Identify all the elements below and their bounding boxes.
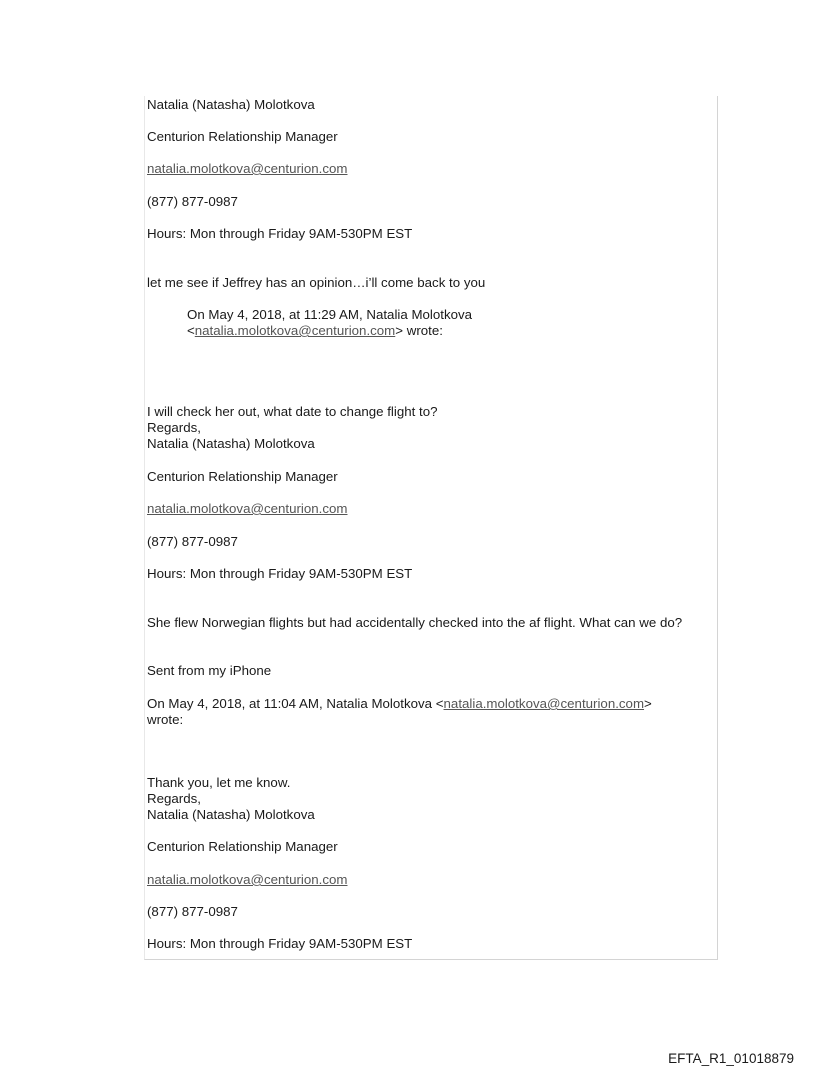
sent-from: Sent from my iPhone — [147, 663, 272, 678]
quote-header-prefix: On May 4, 2018, at 11:04 AM, Natalia Molotkova — [147, 696, 433, 711]
quote-wrote: wrote: — [147, 712, 184, 727]
message-body: Thank you, let me know. — [147, 775, 291, 790]
regards: Regards, — [147, 420, 201, 435]
quote-header: On May 4, 2018, at 11:29 AM, Natalia Molotkova — [187, 307, 473, 322]
signature-hours: Hours: Mon through Friday 9AM-530PM EST — [147, 226, 413, 241]
signature-name: Natalia (Natasha) Molotkova — [147, 807, 315, 822]
message-body: I will check her out, what date to change flight to? — [147, 404, 438, 419]
signature-email-link[interactable]: natalia.molotkova@centurion.com — [147, 161, 348, 176]
signature-phone: (877) 877-0987 — [147, 194, 238, 209]
signature-title: Centurion Relationship Manager — [147, 469, 338, 484]
signature-name: Natalia (Natasha) Molotkova — [147, 436, 315, 451]
signature-email-line — [147, 161, 348, 177]
quote-header-email-line: <natalia.molotkova@centurion.com> wrote: — [187, 323, 443, 338]
quote-header: On May 4, 2018, at 11:04 AM, Natalia Molotkova <natalia.molotkova@centurion.com> — [147, 696, 652, 711]
signature-title: Centurion Relationship Manager — [147, 839, 338, 854]
document-id: EFTA_R1_01018879 — [668, 1051, 794, 1066]
signature-email-link[interactable]: natalia.molotkova@centurion.com — [147, 501, 348, 516]
signature-email-line — [147, 872, 348, 888]
quote-email-link[interactable]: natalia.molotkova@centurion.com — [194, 323, 396, 338]
signature-phone: (877) 877-0987 — [147, 534, 238, 549]
signature-hours: Hours: Mon through Friday 9AM-530PM EST — [147, 936, 413, 951]
regards: Regards, — [147, 791, 201, 806]
signature-email-line — [147, 501, 348, 517]
message-body: let me see if Jeffrey has an opinion…i’ll come back to you — [147, 275, 486, 290]
quote-wrote: wrote: — [406, 323, 443, 338]
quote-email-link[interactable]: natalia.molotkova@centurion.com — [443, 696, 645, 711]
signature-email-link[interactable]: natalia.molotkova@centurion.com — [147, 872, 348, 887]
message-body: She flew Norwegian flights but had accidentally checked into the af flight. What can we do? — [147, 615, 683, 630]
signature-title: Centurion Relationship Manager — [147, 129, 338, 144]
signature-hours: Hours: Mon through Friday 9AM-530PM EST — [147, 566, 413, 581]
signature-phone: (877) 877-0987 — [147, 904, 238, 919]
signature-name: Natalia (Natasha) Molotkova — [147, 97, 315, 112]
